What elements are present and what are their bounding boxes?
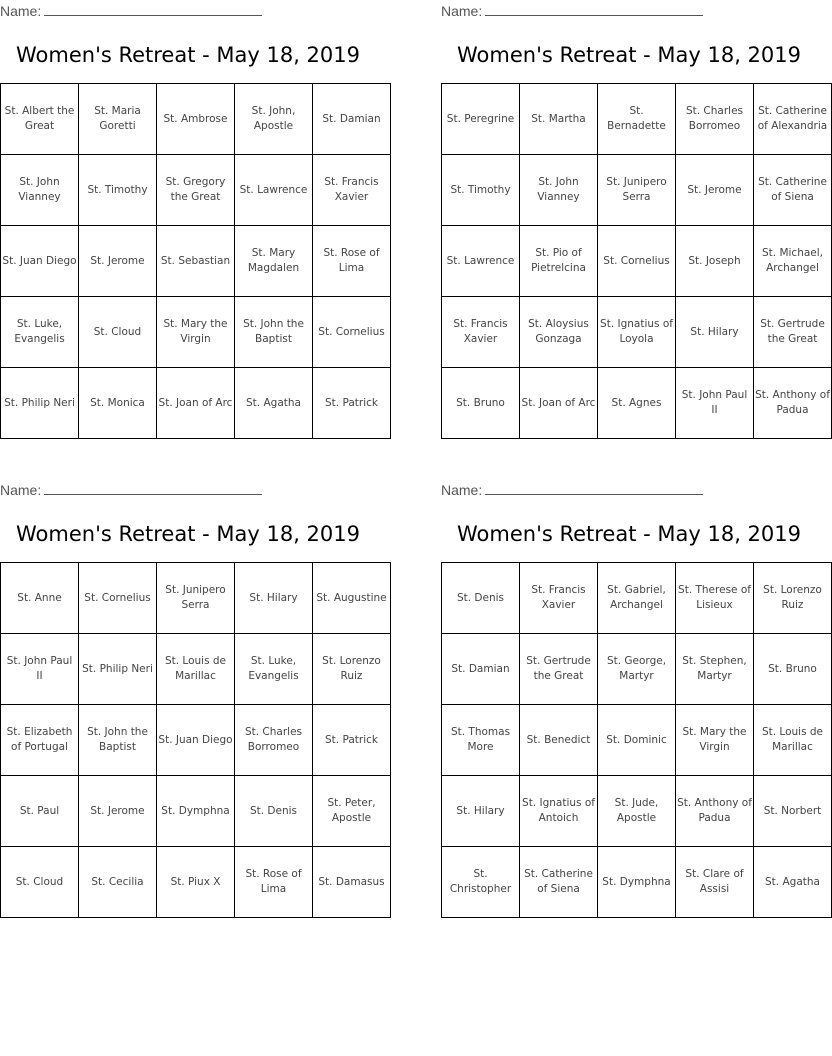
grid-row — [442, 563, 832, 634]
grid-cell[interactable]: St. Martha — [520, 84, 598, 155]
grid-cell[interactable]: St. Patrick — [313, 368, 391, 439]
grid-cell[interactable]: St. Michael, Archangel — [754, 226, 832, 297]
card-title: Women's Retreat - May 18, 2019 — [457, 522, 801, 546]
grid-cell[interactable]: St. Jerome — [79, 776, 157, 847]
grid-cell[interactable]: St. Elizabeth of Portugal — [1, 705, 79, 776]
grid-cell[interactable]: St. Monica — [79, 368, 157, 439]
name-blank-line[interactable] — [485, 481, 703, 495]
grid-cell[interactable]: St. Peter, Apostle — [313, 776, 391, 847]
grid-cell[interactable]: St. Anne — [1, 563, 79, 634]
grid-row — [442, 776, 832, 847]
grid-cell[interactable]: St. Damasus — [313, 847, 391, 918]
name-field[interactable] — [0, 2, 262, 20]
grid-cell[interactable]: St. Catherine of Siena — [754, 155, 832, 226]
grid-cell[interactable]: St. Joan of Arc — [157, 368, 235, 439]
grid-cell[interactable]: St. Anthony of Padua — [676, 776, 754, 847]
grid-cell[interactable]: St. Dominic — [598, 705, 676, 776]
grid-cell[interactable]: St. Clare of Assisi — [676, 847, 754, 918]
grid-row — [1, 776, 391, 847]
grid-cell[interactable]: St. John the Baptist — [79, 705, 157, 776]
name-blank-line[interactable] — [44, 2, 262, 16]
bingo-grid — [441, 83, 832, 439]
bingo-grid — [0, 83, 391, 439]
grid-cell[interactable]: St. Charles Borromeo — [235, 705, 313, 776]
grid-row — [442, 368, 832, 439]
grid-row — [1, 634, 391, 705]
grid-cell[interactable]: St. Mary the Virgin — [676, 705, 754, 776]
grid-cell[interactable]: St. Maria Goretti — [79, 84, 157, 155]
grid-row — [1, 155, 391, 226]
grid-cell[interactable]: St. Jerome — [676, 155, 754, 226]
grid-cell[interactable]: St. Junipero Serra — [598, 155, 676, 226]
grid-cell[interactable]: St. Mary Magdalen — [235, 226, 313, 297]
grid-cell[interactable]: St. George, Martyr — [598, 634, 676, 705]
grid-cell[interactable]: St. Lawrence — [442, 226, 520, 297]
name-blank-line[interactable] — [485, 2, 703, 16]
name-field[interactable] — [0, 481, 262, 499]
grid-row — [1, 226, 391, 297]
grid-cell[interactable]: St. Joseph — [676, 226, 754, 297]
name-label: Name: — [0, 482, 42, 498]
grid-cell[interactable]: St. Lawrence — [235, 155, 313, 226]
card-title: Women's Retreat - May 18, 2019 — [457, 43, 801, 67]
grid-cell[interactable]: St. Cecilia — [79, 847, 157, 918]
grid-cell[interactable]: St. Cloud — [1, 847, 79, 918]
grid-cell[interactable]: St. John Paul II — [1, 634, 79, 705]
grid-cell[interactable]: St. Denis — [442, 563, 520, 634]
grid-cell[interactable]: St. Joan of Arc — [520, 368, 598, 439]
grid-cell[interactable]: St. Rose of Lima — [313, 226, 391, 297]
grid-cell[interactable]: St. Rose of Lima — [235, 847, 313, 918]
card-title: Women's Retreat - May 18, 2019 — [16, 522, 360, 546]
grid-cell[interactable]: St. Albert the Great — [1, 84, 79, 155]
grid-cell[interactable]: St. Hilary — [676, 297, 754, 368]
grid-cell[interactable]: St. Stephen, Martyr — [676, 634, 754, 705]
grid-row — [442, 847, 832, 918]
grid-row — [1, 705, 391, 776]
name-field[interactable] — [441, 481, 703, 499]
grid-cell[interactable]: St. Cloud — [79, 297, 157, 368]
grid-cell[interactable]: St. Ambrose — [157, 84, 235, 155]
grid-cell[interactable]: St. Thomas More — [442, 705, 520, 776]
name-label: Name: — [0, 3, 42, 19]
grid-cell[interactable]: St. Francis Xavier — [520, 563, 598, 634]
grid-row — [1, 563, 391, 634]
grid-cell[interactable]: St. Agatha — [754, 847, 832, 918]
grid-cell[interactable]: St. Philip Neri — [79, 634, 157, 705]
grid-cell[interactable]: St. Ignatius of Antoich — [520, 776, 598, 847]
grid-cell[interactable]: St. Lorenzo Ruiz — [754, 563, 832, 634]
grid-cell[interactable]: St. Hilary — [235, 563, 313, 634]
grid-cell[interactable]: St. Christopher — [442, 847, 520, 918]
grid-row — [1, 368, 391, 439]
grid-cell[interactable]: St. John Vianney — [1, 155, 79, 226]
grid-cell[interactable]: St. Catherine of Siena — [520, 847, 598, 918]
name-label: Name: — [441, 482, 483, 498]
grid-cell[interactable]: St. Mary the Virgin — [157, 297, 235, 368]
card-title: Women's Retreat - May 18, 2019 — [16, 43, 360, 67]
name-blank-line[interactable] — [44, 481, 262, 495]
grid-cell[interactable]: St. Cornelius — [598, 226, 676, 297]
grid-cell[interactable]: St. Timothy — [79, 155, 157, 226]
grid-cell[interactable]: St. Paul — [1, 776, 79, 847]
grid-cell[interactable]: St. Juan Diego — [157, 705, 235, 776]
grid-cell[interactable]: St. Charles Borromeo — [676, 84, 754, 155]
grid-cell[interactable]: St. Bernadette — [598, 84, 676, 155]
grid-cell[interactable]: St. Louis de Marillac — [754, 705, 832, 776]
name-field[interactable] — [441, 2, 703, 20]
grid-cell[interactable]: St. Junipero Serra — [157, 563, 235, 634]
grid-cell[interactable]: St. Luke, Evangelis — [1, 297, 79, 368]
grid-cell[interactable]: St. Aloysius Gonzaga — [520, 297, 598, 368]
grid-cell[interactable]: St. Timothy — [442, 155, 520, 226]
grid-cell[interactable]: St. Hilary — [442, 776, 520, 847]
grid-cell[interactable]: St. Ignatius of Loyola — [598, 297, 676, 368]
grid-cell[interactable]: St. Francis Xavier — [313, 155, 391, 226]
grid-cell[interactable]: St. Juan Diego — [1, 226, 79, 297]
grid-cell[interactable]: St. Therese of Lisieux — [676, 563, 754, 634]
grid-cell[interactable]: St. Sebastian — [157, 226, 235, 297]
grid-cell[interactable]: St. Piux X — [157, 847, 235, 918]
grid-cell[interactable]: St. John Paul II — [676, 368, 754, 439]
grid-cell[interactable]: St. Dymphna — [157, 776, 235, 847]
grid-cell[interactable]: St. Bruno — [754, 634, 832, 705]
grid-cell[interactable]: St. Gertrude the Great — [754, 297, 832, 368]
grid-row — [442, 634, 832, 705]
grid-cell[interactable]: St. John, Apostle — [235, 84, 313, 155]
grid-cell[interactable]: St. Damian — [313, 84, 391, 155]
bingo-grid — [0, 562, 391, 918]
grid-cell[interactable]: St. Gabriel, Archangel — [598, 563, 676, 634]
grid-cell[interactable]: St. Denis — [235, 776, 313, 847]
grid-cell[interactable]: St. Catherine of Alexandria — [754, 84, 832, 155]
name-label: Name: — [441, 3, 483, 19]
grid-row — [442, 155, 832, 226]
grid-cell[interactable]: St. Jude, Apostle — [598, 776, 676, 847]
grid-cell[interactable]: St. Patrick — [313, 705, 391, 776]
grid-cell[interactable]: St. Gertrude the Great — [520, 634, 598, 705]
grid-cell[interactable]: St. Lorenzo Ruiz — [313, 634, 391, 705]
grid-cell[interactable]: St. Bruno — [442, 368, 520, 439]
grid-cell[interactable]: St. Benedict — [520, 705, 598, 776]
grid-cell[interactable]: St. Agnes — [598, 368, 676, 439]
grid-cell[interactable]: St. John the Baptist — [235, 297, 313, 368]
grid-row — [442, 297, 832, 368]
grid-cell[interactable]: St. Anthony of Padua — [754, 368, 832, 439]
bingo-grid — [441, 562, 832, 918]
grid-row — [442, 84, 832, 155]
grid-cell[interactable]: St. Gregory the Great — [157, 155, 235, 226]
grid-cell[interactable]: St. Cornelius — [79, 563, 157, 634]
grid-cell[interactable]: St. Peregrine — [442, 84, 520, 155]
grid-cell[interactable]: St. Louis de Marillac — [157, 634, 235, 705]
grid-row — [1, 847, 391, 918]
grid-cell[interactable]: St. Philip Neri — [1, 368, 79, 439]
grid-cell[interactable]: St. Norbert — [754, 776, 832, 847]
grid-cell[interactable]: St. Cornelius — [313, 297, 391, 368]
grid-row — [442, 705, 832, 776]
grid-cell[interactable]: St. John Vianney — [520, 155, 598, 226]
grid-cell[interactable]: St. Agatha — [235, 368, 313, 439]
grid-cell[interactable]: St. Pio of Pietrelcina — [520, 226, 598, 297]
grid-cell[interactable]: St. Luke, Evangelis — [235, 634, 313, 705]
grid-cell[interactable]: St. Dymphna — [598, 847, 676, 918]
grid-cell[interactable]: St. Damian — [442, 634, 520, 705]
grid-row — [442, 226, 832, 297]
grid-cell[interactable]: St. Francis Xavier — [442, 297, 520, 368]
grid-row — [1, 297, 391, 368]
grid-cell[interactable]: St. Jerome — [79, 226, 157, 297]
grid-cell[interactable]: St. Augustine — [313, 563, 391, 634]
grid-row — [1, 84, 391, 155]
